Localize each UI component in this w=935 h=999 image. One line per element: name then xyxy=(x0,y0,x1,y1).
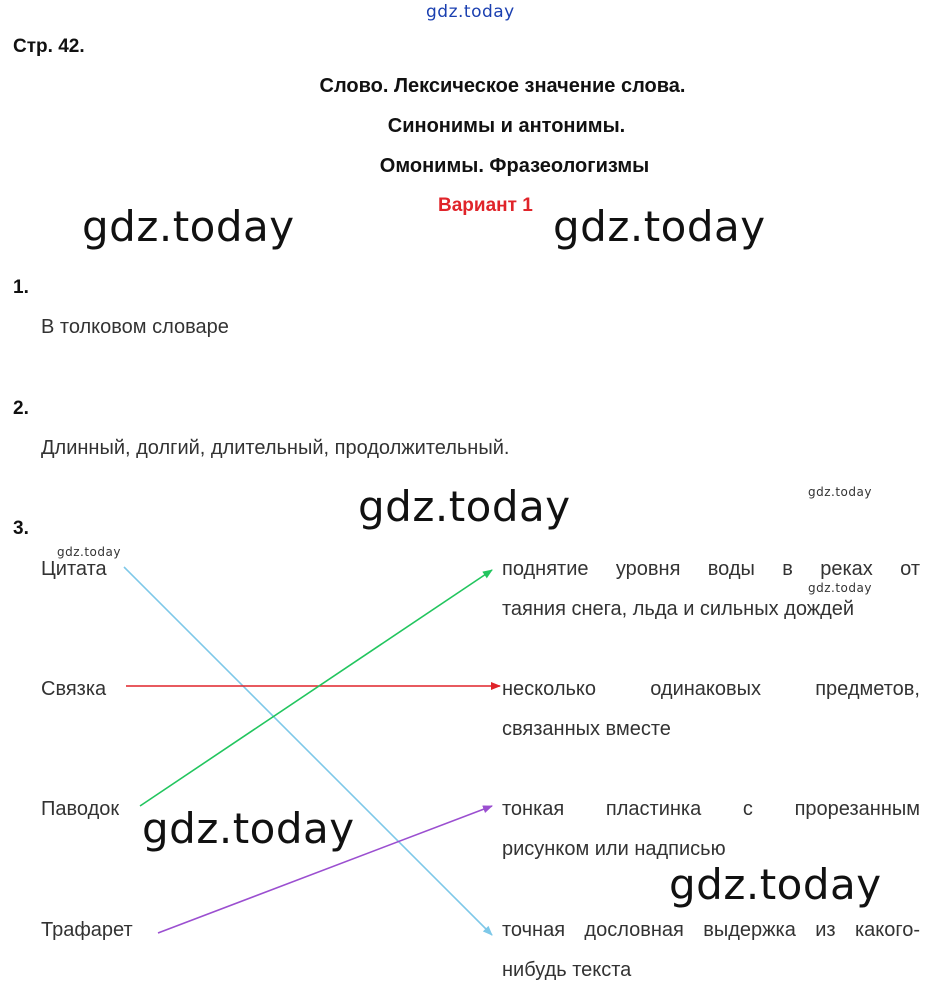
match-definition-3-line-1: тонкая пластинка с прорезанным xyxy=(502,798,920,820)
watermark-big-4: gdz.today xyxy=(142,804,355,853)
arrow-trafaret-to-definition-3 xyxy=(158,806,492,933)
match-definition-3-line-2: рисунком или надписью xyxy=(502,838,726,860)
question-2-number: 2. xyxy=(13,398,29,419)
match-definition-1-line-2: таяния снега, льда и сильных дождей xyxy=(502,598,855,620)
match-word-pavodok: Паводок xyxy=(41,798,120,820)
title-line-1: Слово. Лексическое значение слова. xyxy=(319,75,686,97)
arrow-citata-to-definition-4 xyxy=(124,567,492,935)
watermark-small-3: gdz.today xyxy=(808,581,872,595)
watermark-small-1: gdz.today xyxy=(808,485,872,499)
watermark-small-2: gdz.today xyxy=(57,545,121,559)
match-word-citata: Цитата xyxy=(41,558,107,580)
variant-label: Вариант 1 xyxy=(438,195,533,216)
match-word-trafaret: Трафарет xyxy=(41,919,133,941)
match-definition-4-line-1: точная дословная выдержка из какого- xyxy=(502,919,920,941)
title-line-3: Омонимы. Фразеологизмы xyxy=(379,155,650,177)
match-definition-2-line-1: несколько одинаковых предметов, xyxy=(502,678,920,700)
watermark-big-2: gdz.today xyxy=(553,202,766,251)
match-definition-2-line-2: связанных вместе xyxy=(502,718,671,740)
watermark-big-3: gdz.today xyxy=(358,482,571,531)
watermark-big-1: gdz.today xyxy=(82,202,295,251)
question-3-number: 3. xyxy=(13,518,29,539)
watermark-big-5: gdz.today xyxy=(669,860,882,909)
question-2-answer: Длинный, долгий, длительный, продолжительный. xyxy=(41,437,510,459)
match-word-svyazka: Связка xyxy=(41,678,107,700)
match-definition-1-line-1: поднятие уровня воды в реках от xyxy=(502,558,920,580)
page-number: Стр. 42. xyxy=(13,36,85,57)
match-definition-4-line-2: нибудь текста xyxy=(502,959,632,981)
question-1-number: 1. xyxy=(13,277,29,298)
question-1-answer: В толковом словаре xyxy=(41,316,229,338)
watermark-top: gdz.today xyxy=(426,2,515,22)
title-line-2: Синонимы и антонимы. xyxy=(387,115,626,137)
arrow-pavodok-to-definition-1 xyxy=(140,570,492,806)
